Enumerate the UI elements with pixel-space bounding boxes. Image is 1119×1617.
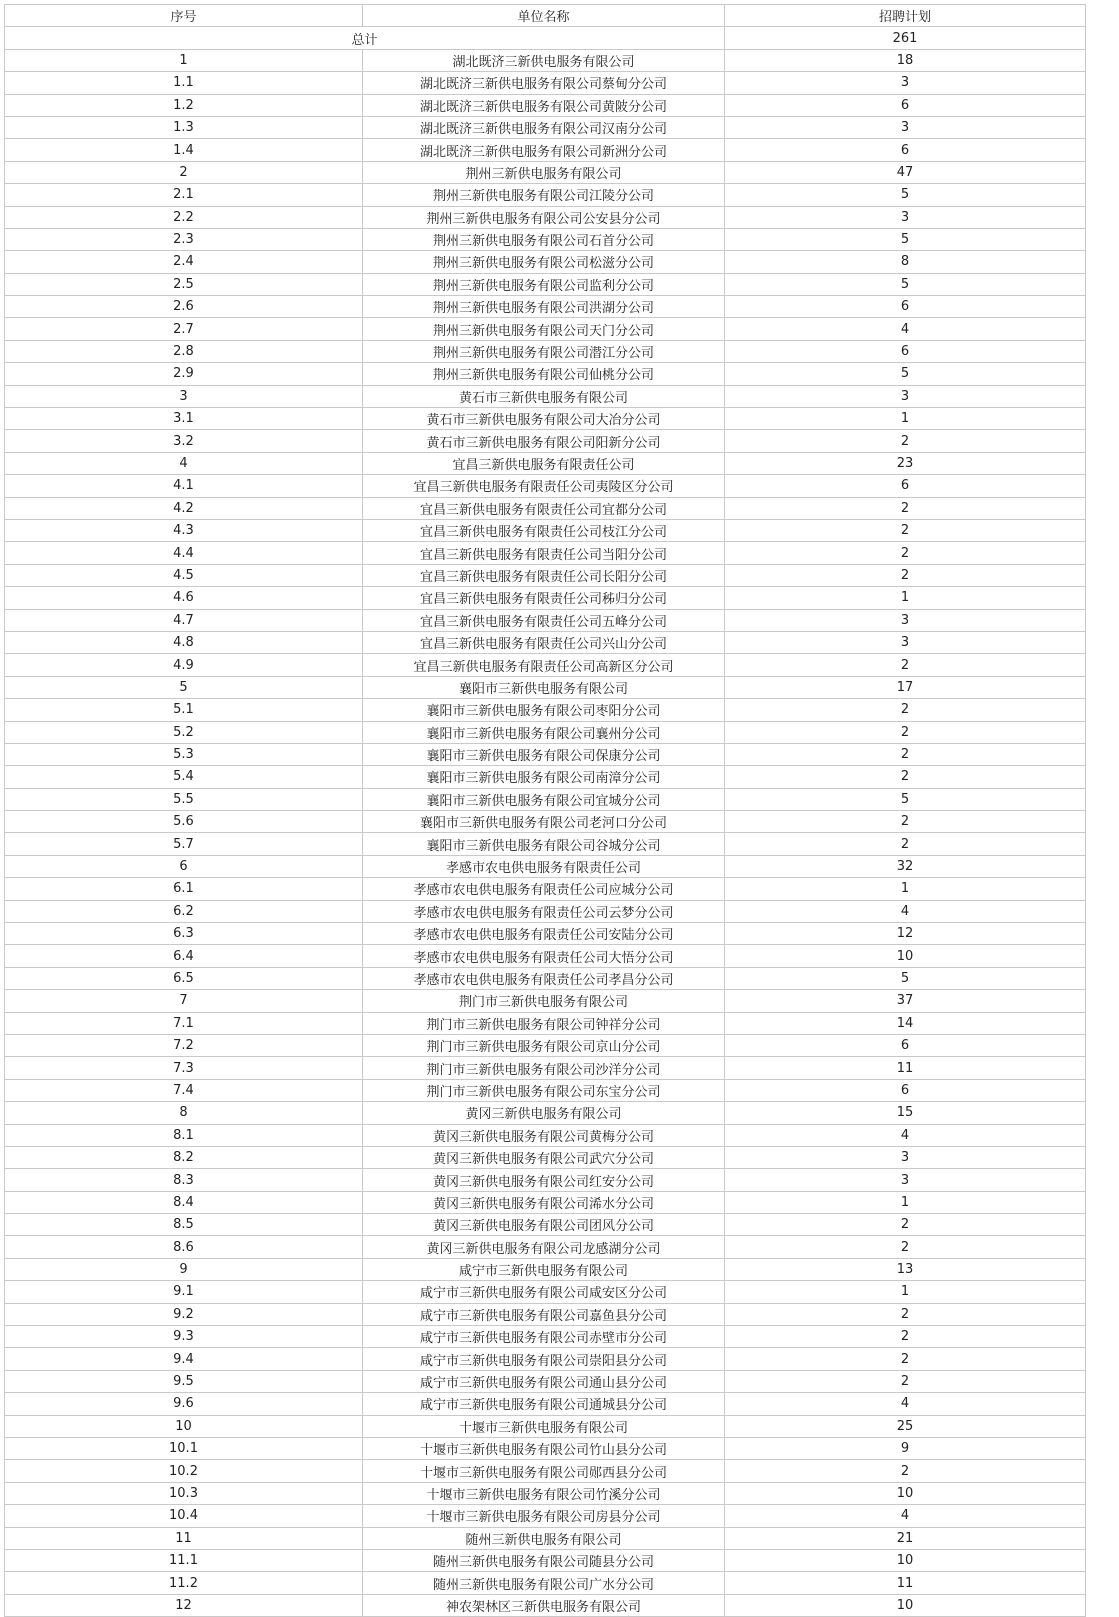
row-index: 4.1 [5,475,363,497]
row-index: 5.4 [5,766,363,788]
table-row [5,1348,1086,1370]
unit-name: 咸宁市三新供电服务有限公司嘉鱼县分公司 [363,1303,725,1325]
row-index: 5 [5,676,363,698]
unit-name: 黄冈三新供电服务有限公司红安分公司 [363,1169,725,1191]
table-row [5,1079,1086,1101]
unit-name: 黄石市三新供电服务有限公司阳新分公司 [363,430,725,452]
row-index: 8.6 [5,1236,363,1258]
recruitment-count: 4 [725,1505,1086,1527]
row-index: 2.7 [5,318,363,340]
unit-name: 宜昌三新供电服务有限责任公司宜都分公司 [363,497,725,519]
recruitment-count: 23 [725,452,1086,474]
unit-name: 随州三新供电服务有限公司广水分公司 [363,1572,725,1594]
row-index: 2.4 [5,251,363,273]
row-index: 4.2 [5,497,363,519]
table-row [5,699,1086,721]
row-index: 1.3 [5,116,363,138]
unit-name: 湖北既济三新供电服务有限公司黄陂分公司 [363,94,725,116]
recruitment-count: 2 [725,1303,1086,1325]
table-row [5,788,1086,810]
table-row [5,855,1086,877]
unit-name: 咸宁市三新供电服务有限公司咸安区分公司 [363,1281,725,1303]
row-index: 7 [5,990,363,1012]
unit-name: 黄石市三新供电服务有限公司大冶分公司 [363,408,725,430]
unit-name: 襄阳市三新供电服务有限公司老河口分公司 [363,811,725,833]
recruitment-count: 2 [725,497,1086,519]
unit-name: 荆门市三新供电服务有限公司沙洋分公司 [363,1057,725,1079]
table-body [5,27,1086,1617]
unit-name: 襄阳市三新供电服务有限公司南漳分公司 [363,766,725,788]
recruitment-count: 1 [725,1191,1086,1213]
row-index: 12 [5,1594,363,1616]
table-row [5,945,1086,967]
recruitment-count: 10 [725,1549,1086,1571]
unit-name: 宜昌三新供电服务有限责任公司枝江分公司 [363,519,725,541]
row-index: 2 [5,161,363,183]
table-row [5,206,1086,228]
row-index: 10.1 [5,1438,363,1460]
recruitment-plan-table [4,4,1086,1617]
unit-name: 十堰市三新供电服务有限公司竹山县分公司 [363,1438,725,1460]
table-row [5,1191,1086,1213]
recruitment-count: 2 [725,1348,1086,1370]
unit-name: 荆州三新供电服务有限公司洪湖分公司 [363,296,725,318]
table-row [5,631,1086,653]
table-row [5,743,1086,765]
row-index: 7.3 [5,1057,363,1079]
header-index: 序号 [5,5,363,27]
unit-name: 黄冈三新供电服务有限公司黄梅分公司 [363,1124,725,1146]
table-row [5,1438,1086,1460]
recruitment-count: 5 [725,967,1086,989]
unit-name: 黄冈三新供电服务有限公司 [363,1102,725,1124]
table-row [5,1393,1086,1415]
unit-name: 黄冈三新供电服务有限公司团风分公司 [363,1214,725,1236]
recruitment-count: 2 [725,766,1086,788]
row-index: 8.3 [5,1169,363,1191]
unit-name: 襄阳市三新供电服务有限公司宜城分公司 [363,788,725,810]
table-row [5,1281,1086,1303]
table-row [5,184,1086,206]
table-row [5,609,1086,631]
unit-name: 宜昌三新供电服务有限责任公司五峰分公司 [363,609,725,631]
row-index: 8.4 [5,1191,363,1213]
table-row [5,497,1086,519]
row-index: 10 [5,1415,363,1437]
recruitment-count: 11 [725,1572,1086,1594]
row-index: 5.5 [5,788,363,810]
row-index: 4.8 [5,631,363,653]
unit-name: 湖北既济三新供电服务有限公司汉南分公司 [363,116,725,138]
table-row [5,900,1086,922]
unit-name: 咸宁市三新供电服务有限公司赤壁市分公司 [363,1326,725,1348]
row-index: 3 [5,385,363,407]
row-index: 8.2 [5,1146,363,1168]
recruitment-count: 15 [725,1102,1086,1124]
table-row [5,587,1086,609]
recruitment-count: 1 [725,1281,1086,1303]
recruitment-count: 2 [725,811,1086,833]
row-index: 3.1 [5,408,363,430]
unit-name: 十堰市三新供电服务有限公司房县分公司 [363,1505,725,1527]
table-row [5,251,1086,273]
table-row [5,1303,1086,1325]
header-recruitment-plan: 招聘计划 [725,5,1086,27]
row-index: 8.1 [5,1124,363,1146]
table-row [5,475,1086,497]
recruitment-count: 2 [725,1236,1086,1258]
row-index: 6.5 [5,967,363,989]
row-index: 9.3 [5,1326,363,1348]
table-row [5,72,1086,94]
row-index: 5.6 [5,811,363,833]
recruitment-count: 4 [725,1124,1086,1146]
unit-name: 随州三新供电服务有限公司随县分公司 [363,1549,725,1571]
table-row [5,296,1086,318]
recruitment-count: 2 [725,1214,1086,1236]
recruitment-count: 6 [725,340,1086,362]
row-index: 9.5 [5,1370,363,1392]
row-index: 1.2 [5,94,363,116]
table-row [5,990,1086,1012]
row-index: 5.3 [5,743,363,765]
unit-name: 孝感市农电供电服务有限责任公司大悟分公司 [363,945,725,967]
row-index: 9 [5,1258,363,1280]
unit-name: 襄阳市三新供电服务有限公司保康分公司 [363,743,725,765]
table-row [5,654,1086,676]
recruitment-count: 2 [725,564,1086,586]
row-index: 5.1 [5,699,363,721]
recruitment-count: 11 [725,1057,1086,1079]
row-index: 2.9 [5,363,363,385]
row-index: 6 [5,855,363,877]
recruitment-count: 2 [725,1460,1086,1482]
row-index: 7.1 [5,1012,363,1034]
table-row [5,1146,1086,1168]
unit-name: 十堰市三新供电服务有限公司郧西县分公司 [363,1460,725,1482]
unit-name: 随州三新供电服务有限公司 [363,1527,725,1549]
recruitment-count: 5 [725,363,1086,385]
table-row [5,430,1086,452]
unit-name: 宜昌三新供电服务有限责任公司夷陵区分公司 [363,475,725,497]
unit-name: 荆门市三新供电服务有限公司京山分公司 [363,1034,725,1056]
recruitment-count: 3 [725,385,1086,407]
unit-name: 宜昌三新供电服务有限责任公司 [363,452,725,474]
recruitment-count: 2 [725,654,1086,676]
table-row [5,318,1086,340]
row-index: 11.1 [5,1549,363,1571]
row-index: 2.5 [5,273,363,295]
recruitment-count: 2 [725,1326,1086,1348]
unit-name: 荆州三新供电服务有限公司仙桃分公司 [363,363,725,385]
row-index: 9.6 [5,1393,363,1415]
recruitment-count: 3 [725,116,1086,138]
table-row [5,408,1086,430]
table-row [5,1482,1086,1504]
unit-name: 十堰市三新供电服务有限公司 [363,1415,725,1437]
unit-name: 荆州三新供电服务有限公司江陵分公司 [363,184,725,206]
recruitment-count: 2 [725,743,1086,765]
table-row [5,833,1086,855]
recruitment-count: 14 [725,1012,1086,1034]
unit-name: 孝感市农电供电服务有限责任公司应城分公司 [363,878,725,900]
total-value: 261 [725,27,1086,49]
row-index: 9.4 [5,1348,363,1370]
recruitment-count: 4 [725,1393,1086,1415]
unit-name: 荆州三新供电服务有限公司 [363,161,725,183]
table-row [5,1258,1086,1280]
unit-name: 荆州三新供电服务有限公司石首分公司 [363,228,725,250]
row-index: 2.3 [5,228,363,250]
unit-name: 咸宁市三新供电服务有限公司通山县分公司 [363,1370,725,1392]
row-index: 7.2 [5,1034,363,1056]
table-row [5,1370,1086,1392]
table-row [5,49,1086,71]
recruitment-count: 1 [725,408,1086,430]
row-index: 5.7 [5,833,363,855]
table-row [5,1326,1086,1348]
recruitment-count: 6 [725,1079,1086,1101]
unit-name: 孝感市农电供电服务有限责任公司安陆分公司 [363,923,725,945]
header-unit-name: 单位名称 [363,5,725,27]
recruitment-count: 21 [725,1527,1086,1549]
table-row [5,721,1086,743]
table-row [5,519,1086,541]
row-index: 9.2 [5,1303,363,1325]
row-index: 4.9 [5,654,363,676]
unit-name: 荆州三新供电服务有限公司天门分公司 [363,318,725,340]
recruitment-count: 18 [725,49,1086,71]
unit-name: 黄冈三新供电服务有限公司浠水分公司 [363,1191,725,1213]
table-row [5,1549,1086,1571]
unit-name: 荆州三新供电服务有限公司公安县分公司 [363,206,725,228]
unit-name: 襄阳市三新供电服务有限公司谷城分公司 [363,833,725,855]
recruitment-count: 6 [725,94,1086,116]
unit-name: 湖北既济三新供电服务有限公司新洲分公司 [363,139,725,161]
unit-name: 荆门市三新供电服务有限公司 [363,990,725,1012]
unit-name: 宜昌三新供电服务有限责任公司秭归分公司 [363,587,725,609]
recruitment-count: 17 [725,676,1086,698]
recruitment-count: 6 [725,1034,1086,1056]
unit-name: 孝感市农电供电服务有限责任公司孝昌分公司 [363,967,725,989]
recruitment-count: 2 [725,1370,1086,1392]
recruitment-count: 3 [725,631,1086,653]
table-row [5,1169,1086,1191]
recruitment-count: 6 [725,139,1086,161]
unit-name: 孝感市农电供电服务有限责任公司 [363,855,725,877]
table-row [5,340,1086,362]
row-index: 6.3 [5,923,363,945]
unit-name: 荆门市三新供电服务有限公司钟祥分公司 [363,1012,725,1034]
recruitment-count: 5 [725,228,1086,250]
unit-name: 神农架林区三新供电服务有限公司 [363,1594,725,1616]
recruitment-count: 8 [725,251,1086,273]
unit-name: 襄阳市三新供电服务有限公司襄州分公司 [363,721,725,743]
recruitment-count: 10 [725,1482,1086,1504]
recruitment-count: 2 [725,699,1086,721]
table-row [5,139,1086,161]
table-row [5,1057,1086,1079]
table-row [5,1012,1086,1034]
row-index: 2.8 [5,340,363,362]
unit-name: 咸宁市三新供电服务有限公司崇阳县分公司 [363,1348,725,1370]
recruitment-count: 5 [725,184,1086,206]
table-row [5,967,1086,989]
total-label: 总计 [5,27,725,49]
row-index: 10.3 [5,1482,363,1504]
recruitment-count: 6 [725,475,1086,497]
table-row [5,1505,1086,1527]
unit-name: 荆门市三新供电服务有限公司东宝分公司 [363,1079,725,1101]
row-index: 1 [5,49,363,71]
unit-name: 湖北既济三新供电服务有限公司蔡甸分公司 [363,72,725,94]
row-index: 6.2 [5,900,363,922]
row-index: 3.2 [5,430,363,452]
recruitment-count: 2 [725,430,1086,452]
unit-name: 荆州三新供电服务有限公司松滋分公司 [363,251,725,273]
unit-name: 荆州三新供电服务有限公司监利分公司 [363,273,725,295]
table-row [5,452,1086,474]
row-index: 2.2 [5,206,363,228]
unit-name: 黄冈三新供电服务有限公司龙感湖分公司 [363,1236,725,1258]
recruitment-count: 3 [725,72,1086,94]
unit-name: 十堰市三新供电服务有限公司竹溪分公司 [363,1482,725,1504]
table-row [5,94,1086,116]
row-index: 4.5 [5,564,363,586]
table-row [5,363,1086,385]
table-row [5,878,1086,900]
recruitment-count: 2 [725,833,1086,855]
recruitment-count: 3 [725,1169,1086,1191]
recruitment-count: 1 [725,878,1086,900]
unit-name: 襄阳市三新供电服务有限公司枣阳分公司 [363,699,725,721]
unit-name: 湖北既济三新供电服务有限公司 [363,49,725,71]
unit-name: 孝感市农电供电服务有限责任公司云梦分公司 [363,900,725,922]
unit-name: 咸宁市三新供电服务有限公司 [363,1258,725,1280]
recruitment-count: 6 [725,296,1086,318]
row-index: 10.2 [5,1460,363,1482]
table-row [5,1594,1086,1616]
unit-name: 宜昌三新供电服务有限责任公司当阳分公司 [363,542,725,564]
table-row [5,923,1086,945]
row-index: 11.2 [5,1572,363,1594]
table-row [5,564,1086,586]
row-index: 4.3 [5,519,363,541]
table-row [5,766,1086,788]
recruitment-count: 5 [725,788,1086,810]
row-index: 5.2 [5,721,363,743]
recruitment-count: 47 [725,161,1086,183]
recruitment-count: 2 [725,721,1086,743]
recruitment-count: 32 [725,855,1086,877]
header-row [5,5,1086,27]
table-row [5,1124,1086,1146]
unit-name: 宜昌三新供电服务有限责任公司高新区分公司 [363,654,725,676]
recruitment-count: 10 [725,1594,1086,1616]
recruitment-count: 10 [725,945,1086,967]
table-row [5,1527,1086,1549]
recruitment-count: 3 [725,609,1086,631]
table-row [5,1460,1086,1482]
table-row [5,811,1086,833]
recruitment-count: 1 [725,587,1086,609]
row-index: 4.7 [5,609,363,631]
row-index: 8 [5,1102,363,1124]
row-index: 11 [5,1527,363,1549]
row-index: 4 [5,452,363,474]
unit-name: 荆州三新供电服务有限公司潜江分公司 [363,340,725,362]
row-index: 4.6 [5,587,363,609]
table-row [5,116,1086,138]
recruitment-count: 5 [725,273,1086,295]
total-row [5,27,1086,49]
table-row [5,542,1086,564]
recruitment-count: 13 [725,1258,1086,1280]
unit-name: 咸宁市三新供电服务有限公司通城县分公司 [363,1393,725,1415]
unit-name: 黄石市三新供电服务有限公司 [363,385,725,407]
row-index: 9.1 [5,1281,363,1303]
recruitment-count: 9 [725,1438,1086,1460]
recruitment-count: 4 [725,900,1086,922]
recruitment-count: 4 [725,318,1086,340]
row-index: 7.4 [5,1079,363,1101]
unit-name: 宜昌三新供电服务有限责任公司长阳分公司 [363,564,725,586]
table-row [5,273,1086,295]
row-index: 4.4 [5,542,363,564]
table-row [5,1572,1086,1594]
table-row [5,161,1086,183]
recruitment-count: 37 [725,990,1086,1012]
recruitment-count: 3 [725,206,1086,228]
row-index: 8.5 [5,1214,363,1236]
row-index: 6.4 [5,945,363,967]
row-index: 1.1 [5,72,363,94]
recruitment-count: 2 [725,542,1086,564]
recruitment-count: 3 [725,1146,1086,1168]
table-row [5,228,1086,250]
unit-name: 宜昌三新供电服务有限责任公司兴山分公司 [363,631,725,653]
table-row [5,1415,1086,1437]
unit-name: 黄冈三新供电服务有限公司武穴分公司 [363,1146,725,1168]
row-index: 2.1 [5,184,363,206]
table-row [5,1034,1086,1056]
recruitment-count: 12 [725,923,1086,945]
table-row [5,385,1086,407]
recruitment-table-container [4,4,1085,1617]
table-row [5,1102,1086,1124]
row-index: 1.4 [5,139,363,161]
row-index: 2.6 [5,296,363,318]
recruitment-count: 2 [725,519,1086,541]
unit-name: 襄阳市三新供电服务有限公司 [363,676,725,698]
table-row [5,1236,1086,1258]
table-row [5,676,1086,698]
table-row [5,1214,1086,1236]
recruitment-count: 25 [725,1415,1086,1437]
row-index: 10.4 [5,1505,363,1527]
row-index: 6.1 [5,878,363,900]
